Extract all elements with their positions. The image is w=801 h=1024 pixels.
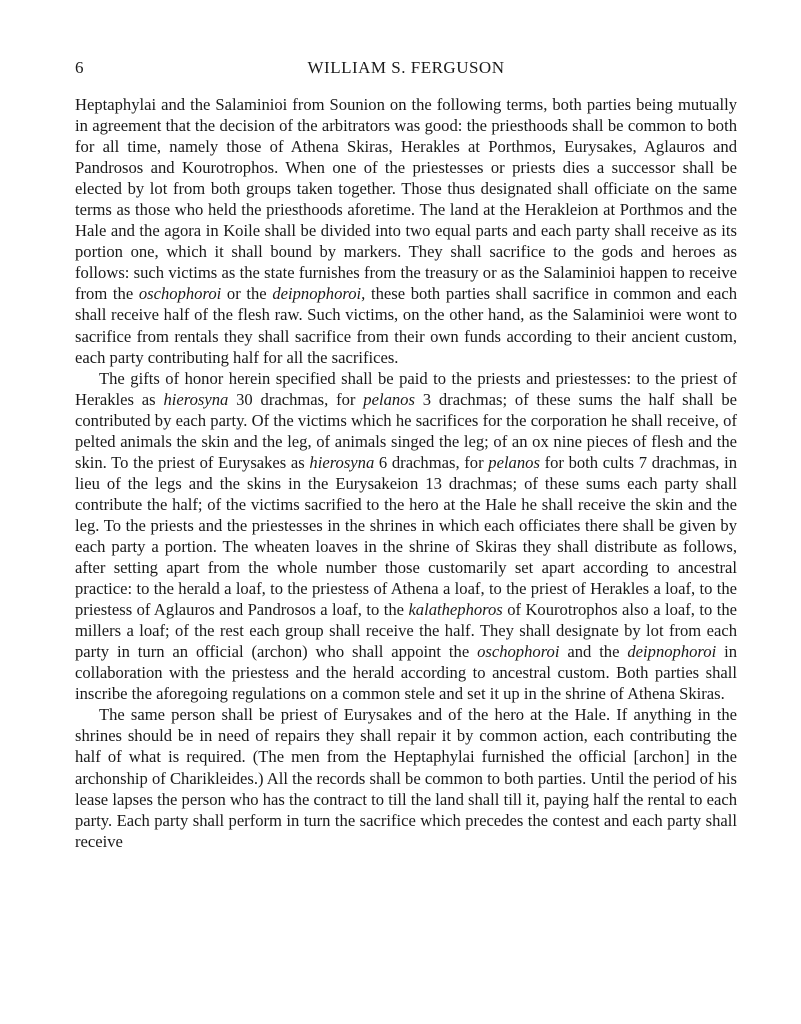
running-head (75, 58, 737, 84)
italic-term: kalathephoros (408, 600, 503, 620)
paragraph-1 (75, 94, 737, 368)
running-title: WILLIAM S. FERGUSON (307, 58, 505, 77)
italic-term: oschophoroi (138, 284, 222, 304)
body-text (75, 94, 737, 852)
text-segment: of Kourotrophos also a loaf, to the millers a loaf; of the rest each group shall receive the half. They shall designate by lot from each party in turn an official (archon) who shall appoint the (75, 600, 737, 662)
text-segment: and the (559, 642, 628, 662)
text-segment: these both parties shall sacrifice in common and each shall receive half of the flesh raw. Such victims, on the other hand, as the Salaminioi were wont to sacrifice from rentals they shall sacrifice from their own funds according to their ancient custom, each party contributing half for all the sacrifices. (75, 284, 737, 367)
text-segment: The same person shall be priest of Eurysakes and of the hero at the Hale. If anything in the shrines should be in need of repairs they shall repair it by common action, each contributing the half of what is required. (The men from the Heptaphylai furnished the official [archon] in the archonship of Charikleides.) All the records shall be common to both parties. Until the period of his lease lapses the person who has the contract to till the land shall till it, paying half the rental to each party. Each party shall perform in turn the sacrifice which precedes the contest and each party shall receive (75, 705, 737, 851)
paragraph-2 (75, 368, 737, 705)
italic-term: hierosyna (309, 452, 375, 472)
italic-term: oschophoroi (477, 642, 560, 662)
text-segment: 6 drachmas, for (374, 452, 489, 472)
italic-term: deipnophoroi (627, 642, 717, 662)
italic-term: pelanos (363, 389, 415, 409)
text-segment: or the (221, 284, 273, 304)
italic-term: deipnophoroi, (272, 284, 366, 304)
text-segment: 30 drachmas, for (228, 389, 364, 409)
italic-term: hierosyna (163, 389, 229, 409)
paragraph-3 (75, 704, 737, 851)
text-segment: 3 drachmas; of these sums the half shall be contributed by each party. Of the victims which he sacrifices for the corporation he shall receive, of pelted animals the skin and the leg, of animals singed the leg; of an ox nine pieces of flesh and the skin. To the priest of Eurysakes as (75, 389, 738, 472)
italic-term: pelanos (488, 452, 540, 472)
text-segment: The gifts of honor herein specified shall be paid to the priests and priestesses: to the priest of Herakles as (75, 368, 737, 409)
text-segment: in collaboration with the priestess and the herald according to ancestral custom. Both parties shall inscribe the aforegoing regulations on a common stele and set it up in the shrine of Athena Skiras. (75, 642, 737, 704)
text-segment: for both cults 7 drachmas, in lieu of the legs and the skins in the Eurysakeion 13 drachmas; of these sums each party shall contribute the half; of the victims sacrified to the hero at the Hale he shall receive the skin and the leg. To the priests and the priestesses in the shrines in which each officiates there shall be given by each party a portion. The wheaten loaves in the shrine of Skiras they shall distribute as follows, after setting apart from the whole number those customarily set apart according to ancestral practice: to the herald a loaf, to the priestess of Athena a loaf, to the priest of Herakles a loaf, to the priestess of Aglauros and Pandrosos a loaf, to the (75, 452, 738, 620)
page-number: 6 (75, 58, 84, 77)
text-segment: Heptaphylai and the Salaminioi from Sounion on the following terms, both parties being mutually in agreement that the decision of the arbitrators was good: the priesthoods shall be common to both for all time, namely those of Athena Skiras, Herakles at Porthmos, Eurysakes, Aglauros and Pandrosos and Kourotrophos. When one of the priestesses or priests dies a successor shall be elected by lot from both groups taken together. Those thus designated shall officiate on the same terms as those who held the priesthoods aforetime. The land at the Herakleion at Porthmos and the Hale and the agora in Koile shall be divided into two equal parts and each party shall receive as its portion one, which it shall bound by markers. They shall sacrifice to the gods and heroes as follows: such victims as the state furnishes from the treasury or as the Salaminioi happen to receive from the (75, 95, 737, 304)
